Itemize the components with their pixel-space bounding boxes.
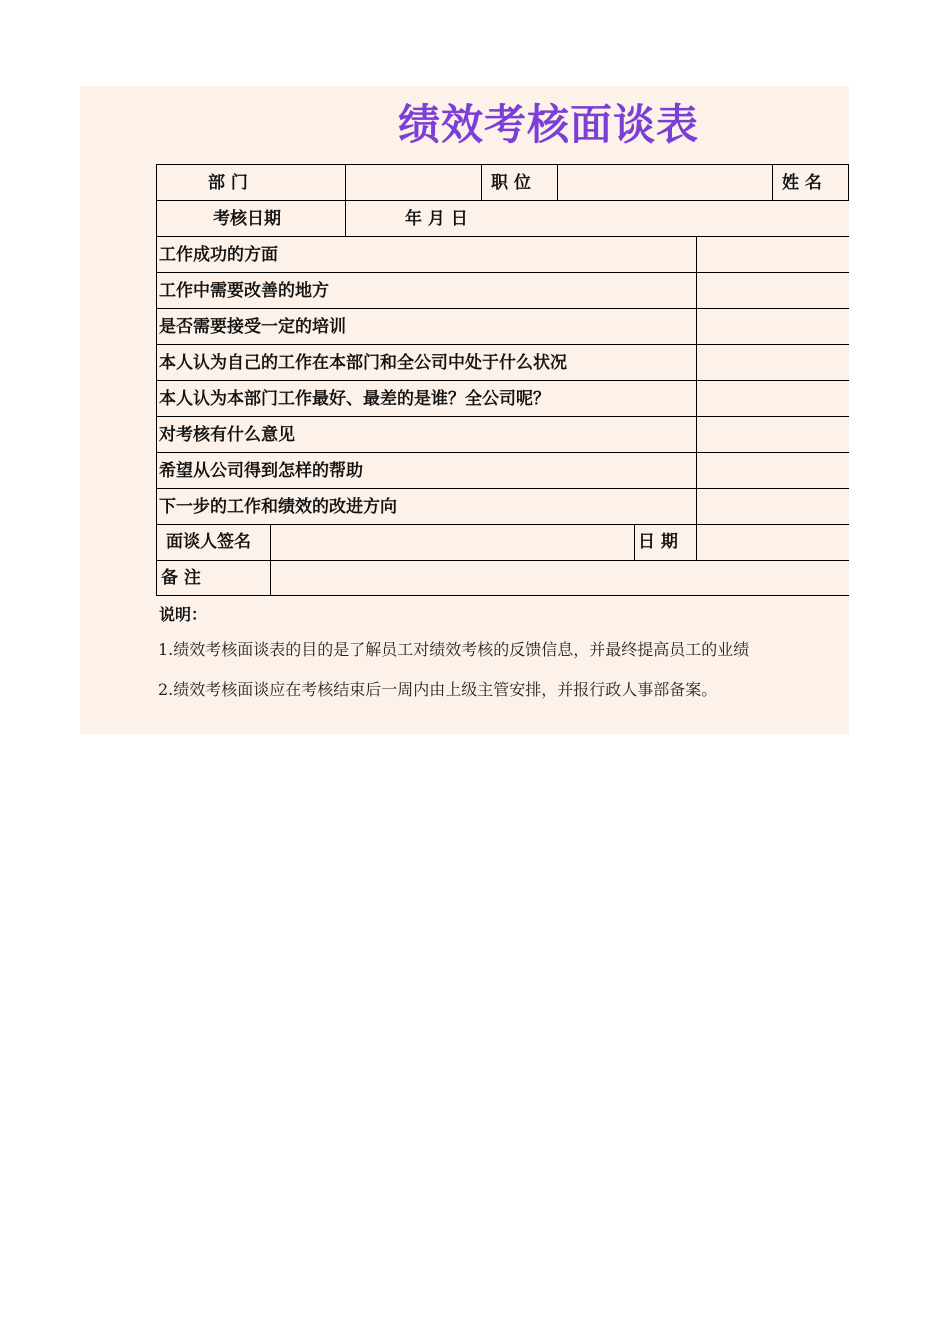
position-field[interactable] [558, 165, 771, 200]
position-label: 职 位 [491, 173, 531, 193]
grid-line [848, 164, 849, 201]
grid-line [156, 200, 849, 201]
question-row: 希望从公司得到怎样的帮助 [159, 461, 363, 481]
grid-line [481, 164, 482, 201]
answer-field[interactable] [697, 381, 848, 416]
review-date-field[interactable]: 年 月 日 [405, 209, 468, 229]
grid-line [772, 164, 773, 201]
note-item: 2.绩效考核面谈应在考核结束后一周内由上级主管安排，并报行政人事部备案。 [158, 680, 718, 699]
answer-field[interactable] [697, 489, 848, 524]
question-row: 对考核有什么意见 [159, 425, 295, 445]
sign-date-label: 日 期 [638, 532, 678, 552]
grid-line [634, 524, 635, 561]
answer-field[interactable] [697, 417, 848, 452]
form-title: 绩效考核面谈表 [398, 100, 700, 149]
grid-line [156, 164, 157, 596]
interviewer-signature-label: 面谈人签名 [166, 532, 251, 552]
question-row: 是否需要接受一定的培训 [159, 317, 346, 337]
dept-label: 部 门 [208, 173, 248, 193]
question-row: 工作中需要改善的地方 [159, 281, 329, 301]
answer-field[interactable] [697, 453, 848, 488]
notes-heading: 说明： [159, 605, 208, 624]
name-label: 姓 名 [782, 173, 822, 193]
question-row: 本人认为本部门工作最好、最差的是谁？全公司呢？ [159, 389, 550, 409]
sign-date-field[interactable] [697, 525, 848, 560]
review-date-label: 考核日期 [213, 209, 281, 229]
note-item: 1.绩效考核面谈表的目的是了解员工对绩效考核的反馈信息，并最终提高员工的业绩 [158, 640, 750, 659]
dept-field[interactable] [346, 165, 480, 200]
question-row: 工作成功的方面 [159, 245, 278, 265]
remarks-field[interactable] [271, 561, 848, 595]
form-sheet [80, 86, 849, 734]
remarks-label: 备 注 [161, 568, 201, 588]
question-row: 本人认为自己的工作在本部门和全公司中处于什么状况 [159, 353, 567, 373]
answer-field[interactable] [697, 309, 848, 344]
grid-line [156, 595, 849, 596]
interviewer-signature-field[interactable] [271, 525, 633, 560]
answer-field[interactable] [697, 345, 848, 380]
answer-field[interactable] [697, 273, 848, 308]
question-row: 下一步的工作和绩效的改进方向 [159, 497, 397, 517]
answer-field[interactable] [697, 237, 848, 272]
